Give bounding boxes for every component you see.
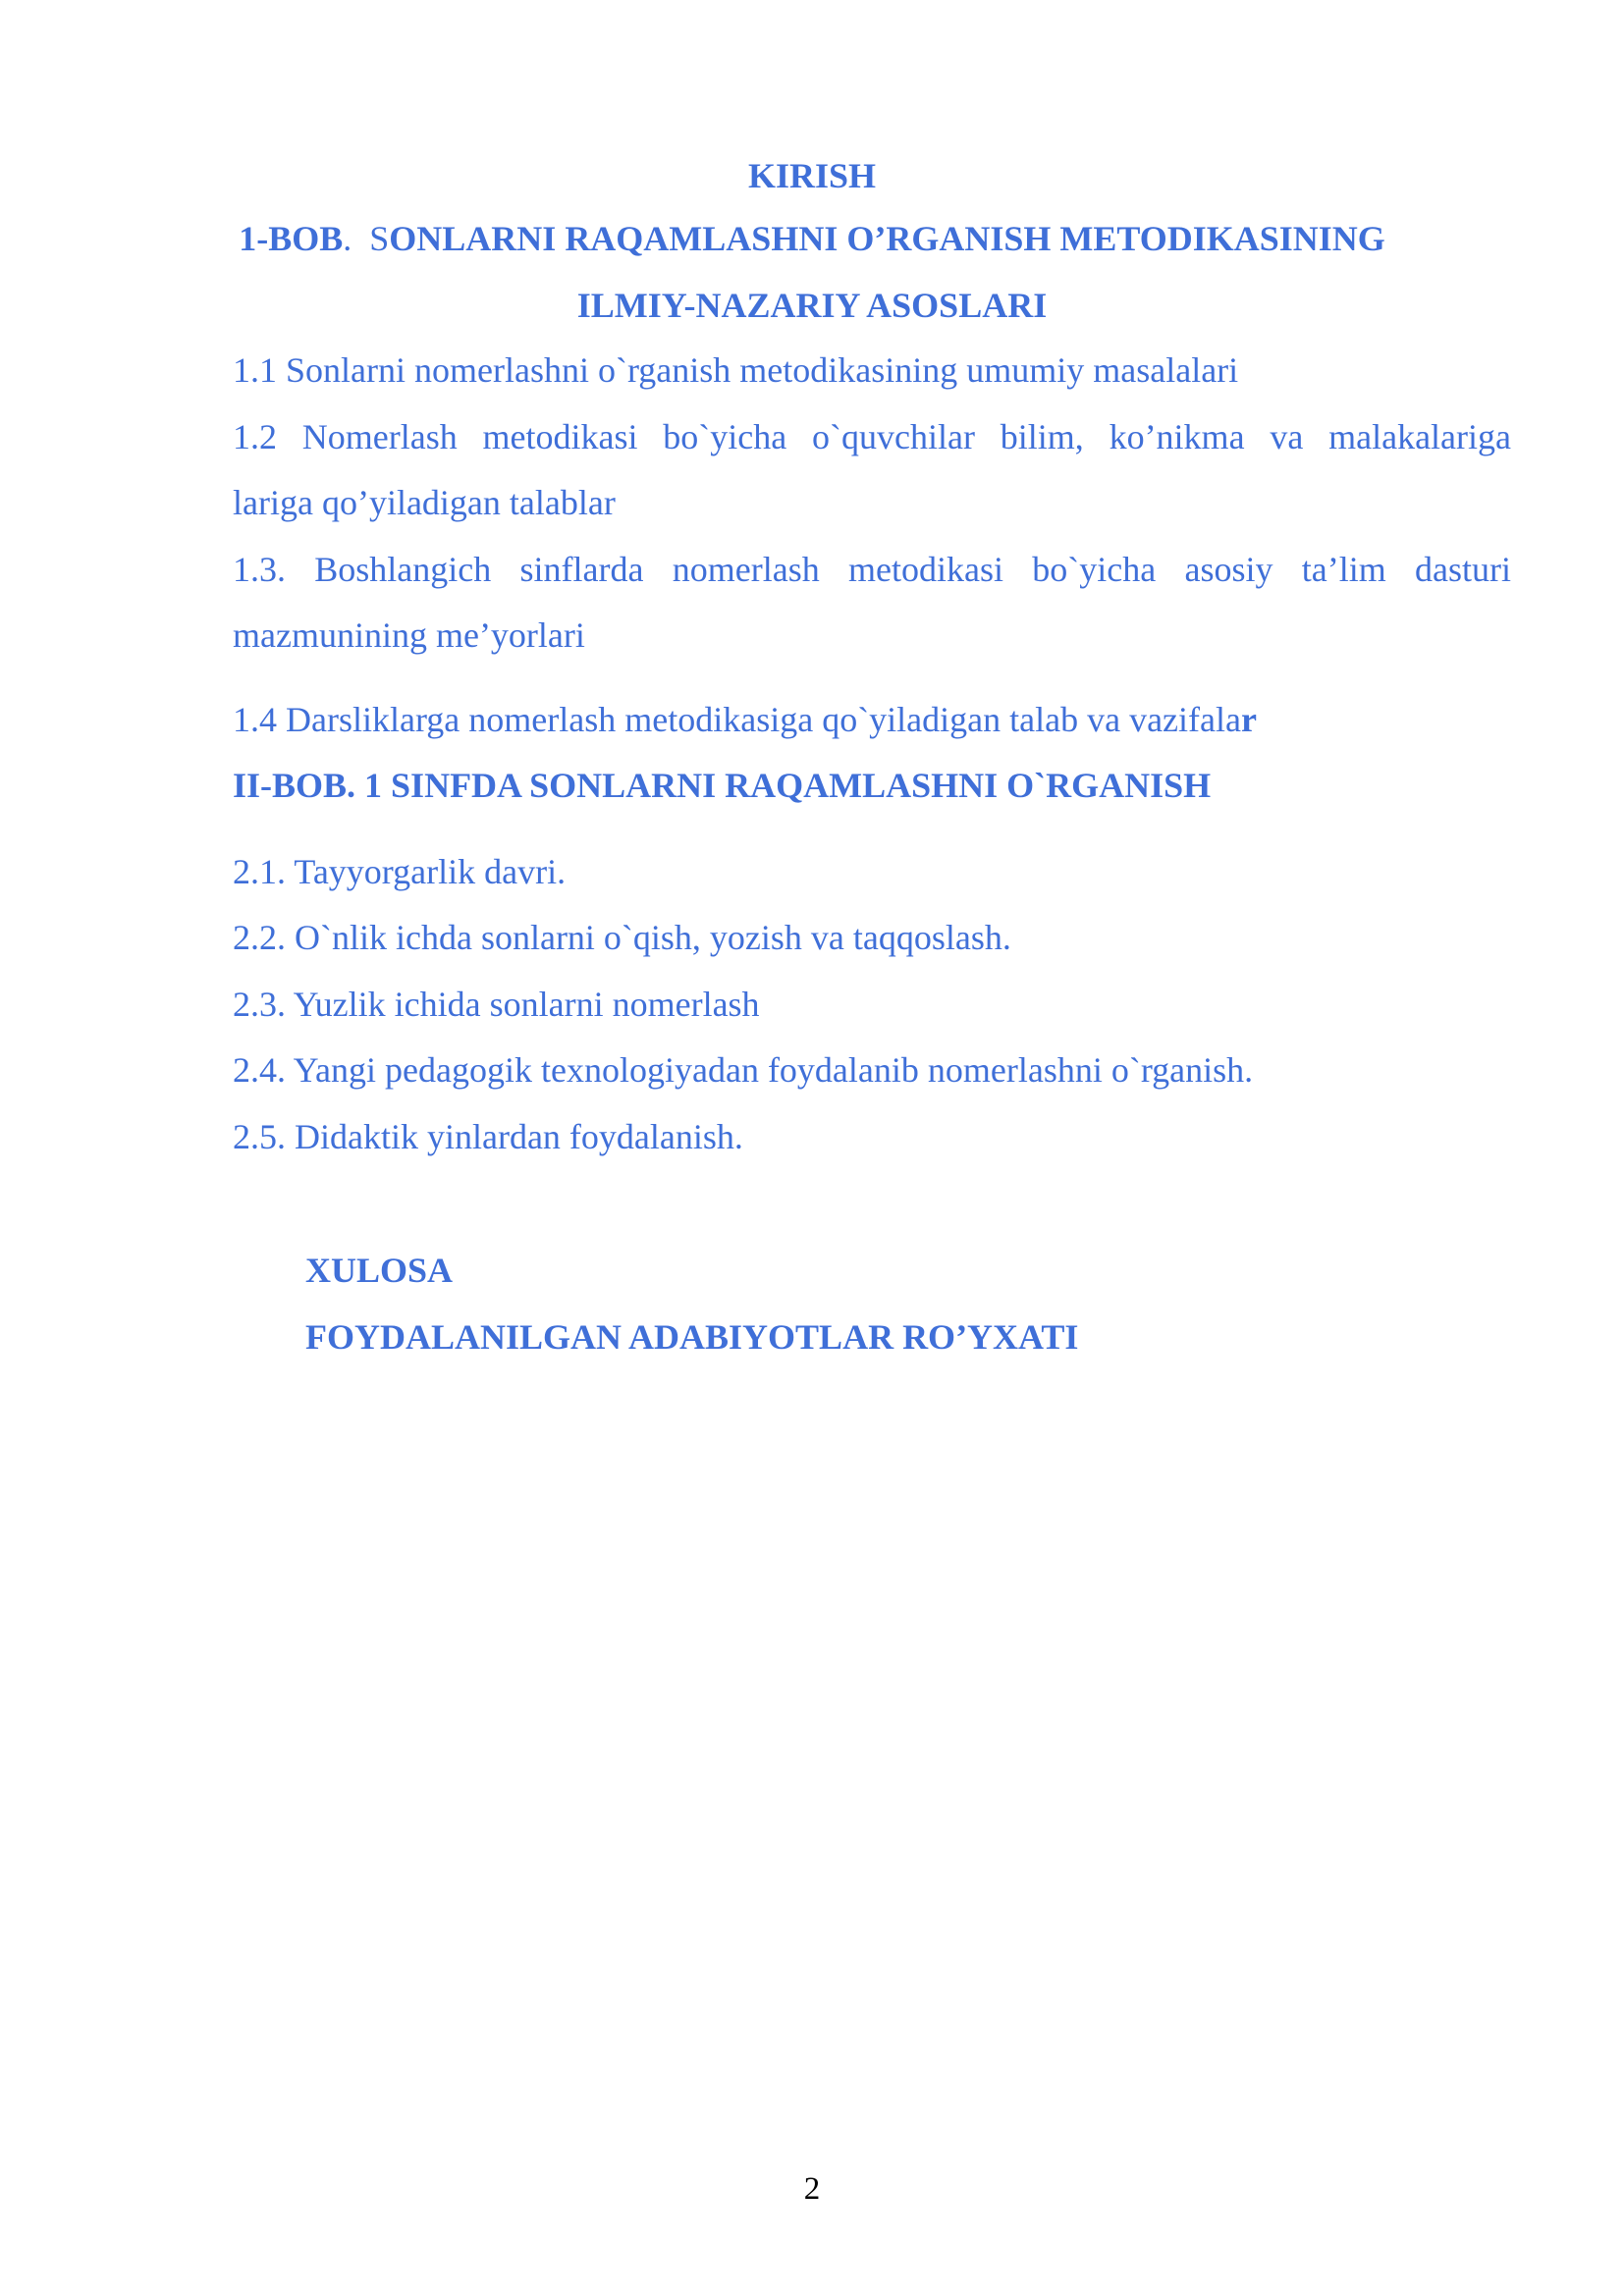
toc-section-1-2-line2: lariga qo’yiladigan talablar (233, 483, 616, 522)
toc-section-1-2-line1: 1.2 Nomerlash metodikasi bo`yicha o`quvchilar bilim, ko’nikma va malakalariga (233, 417, 1511, 456)
toc-section-1-1: 1.1 Sonlarni nomerlashni o`rganish metodikasining umumiy masalalari (233, 350, 1239, 390)
toc-section-1-4 (233, 698, 1257, 741)
toc-section-2-3: 2.3. Yuzlik ichida sonlarni nomerlash (233, 985, 760, 1024)
chapter1-title-rest: ONLARNI RAQAMLASHNI O’RGANISH METODIKASINING (389, 219, 1385, 258)
chapter1-first-letter: S (369, 219, 390, 258)
toc-section-2-4: 2.4. Yangi pedagogik texnologiyadan foydalanib nomerlashni o`rganish. (233, 1050, 1254, 1090)
toc-references: FOYDALANILGAN ADABIYOTLAR RO’YXATI (305, 1317, 1079, 1357)
toc-section-1-3-line1: 1.3. Boshlangich sinflarda nomerlash metodikasi bo`yicha asosiy ta’lim dasturi (233, 550, 1511, 589)
chapter1-dot: . (343, 219, 352, 258)
toc-section-2-5: 2.5. Didaktik yinlardan foydalanish. (233, 1117, 743, 1156)
chapter1-heading-line1 (0, 217, 1624, 260)
toc-section-1-3-line2: mazmunining me’yorlari (233, 615, 585, 655)
toc-kirish: KIRISH (747, 156, 877, 195)
toc-section-2-2: 2.2. O`nlik ichda sonlarni o`qish, yozish va taqqoslash. (233, 918, 1011, 957)
toc-section-2-1: 2.1. Tayyorgarlik davri. (233, 852, 567, 891)
chapter1-number: 1-BOB (239, 219, 344, 258)
toc-section-1-4-last-letter: r (1240, 700, 1257, 739)
toc-section-1-4-text: 1.4 Darsliklarga nomerlash metodikasiga qo`yiladigan talab va vazifala (233, 700, 1241, 739)
chapter2-heading: II-BOB. 1 SINFDA SONLARNI RAQAMLASHNI O`RGANISH (233, 766, 1212, 805)
toc-xulosa: XULOSA (305, 1251, 454, 1290)
page-number: 2 (803, 2171, 821, 2207)
chapter1-heading-line2: ILMIY-NAZARIY ASOSLARI (576, 286, 1048, 325)
